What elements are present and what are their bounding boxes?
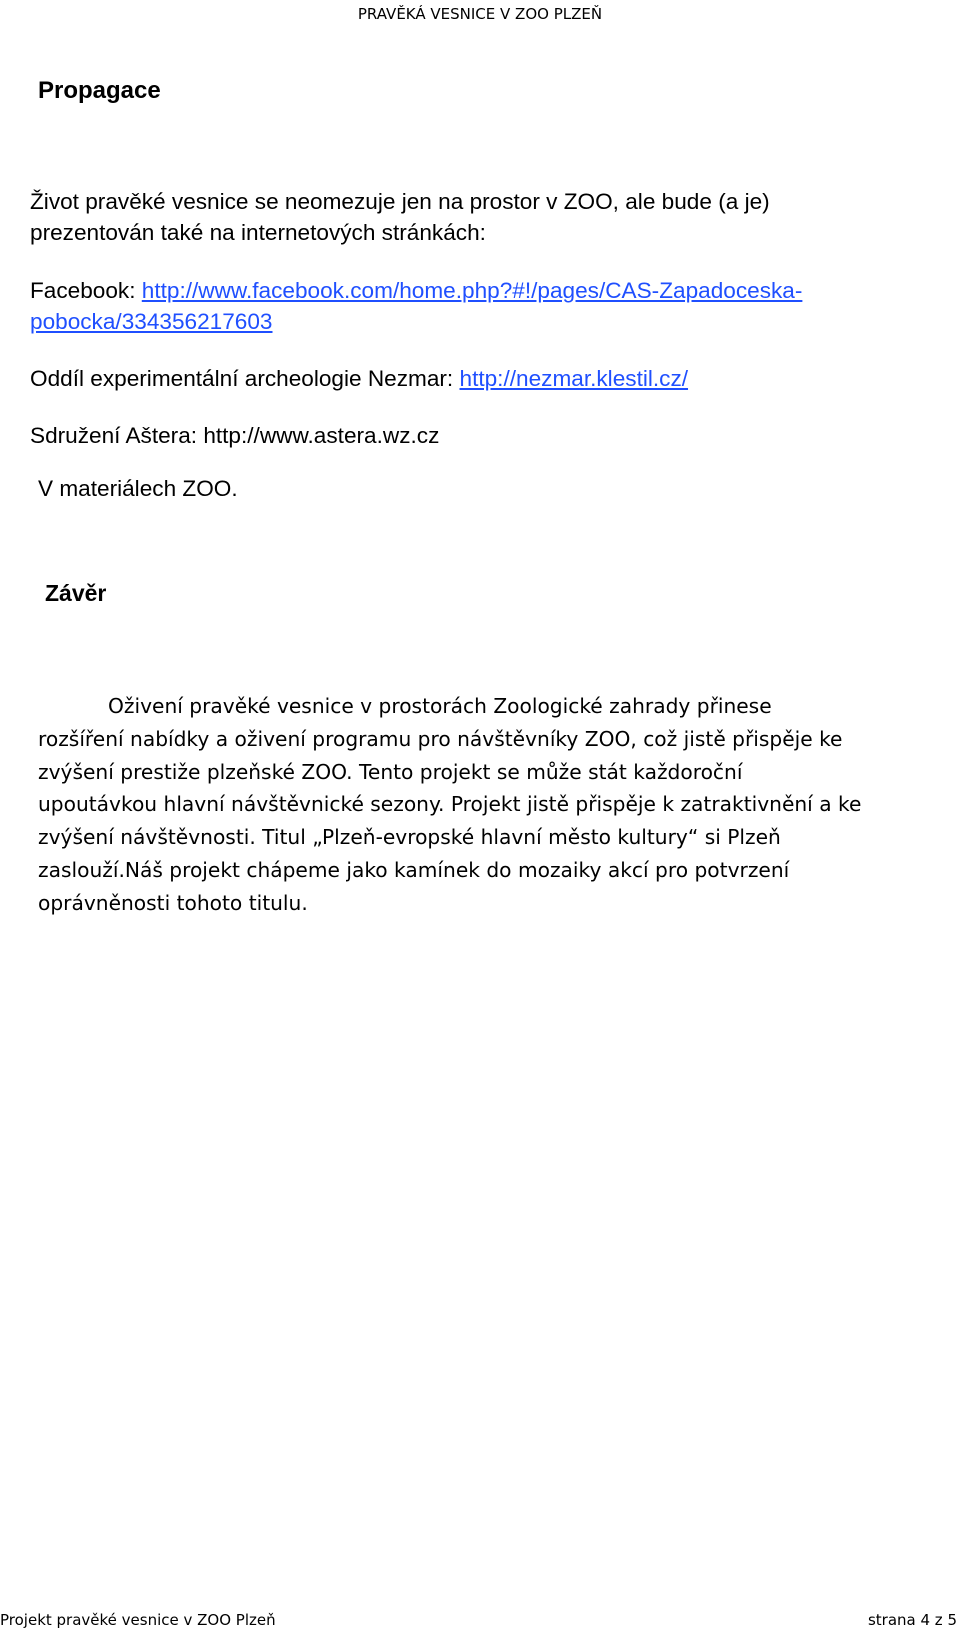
zaver-line: oprávněnosti tohoto titulu. [38,890,308,915]
facebook-entry [30,275,802,337]
zaver-line: Oživení pravěké vesnice v prostorách Zoologické zahrady přinese [108,694,772,718]
facebook-label: Facebook: [30,278,142,303]
page-header [0,4,960,24]
materialy-entry: V materiálech ZOO. [38,476,238,501]
footer-page-number: strana 4 z 5 [867,1611,957,1629]
zaver-line: rozšíření nabídky a oživení programu pro návštěvníky ZOO, což jistě přispěje ke [38,726,843,751]
intro-line: prezentován také na internetových stránkách: [30,220,486,245]
zaver-line: zaslouží.Náš projekt chápeme jako kamínek do mozaiky akcí pro potvrzení [38,857,790,882]
footer-project-title: Projekt pravěké vesnice v ZOO Plzeň [0,1611,276,1629]
zaver-heading: Závěr [45,580,107,606]
oddil-label: Oddíl experimentální archeologie Nezmar: [30,366,460,391]
zaver-line: upoutávkou hlavní návštěvnické sezony. Projekt jistě přispěje k zatraktivnění a ke [38,792,862,817]
sdruzeni-entry: Sdružení Aštera: http://www.astera.wz.cz [30,423,440,448]
header-title: PRAVĚKÁ VESNICE V ZOO PLZEŇ [357,5,603,23]
facebook-link[interactable]: http://www.facebook.com/home.php?#!/pages/CAS-Zapadoceska- [141,278,803,303]
zaver-line: zvýšení prestiže plzeňské ZOO. Tento projekt se může stát každoroční [38,759,743,784]
zaver-line: zvýšení návštěvnosti. Titul „Plzeň-evropské hlavní město kultury“ si Plzeň [38,825,781,850]
nezmar-link[interactable]: http://nezmar.klestil.cz/ [459,366,689,391]
propagace-intro [30,186,770,248]
propagace-heading: Propagace [38,77,161,104]
intro-line: Život pravěké vesnice se neomezuje jen na prostor v ZOO, ale bude (a je) [30,189,770,214]
oddil-entry [30,363,688,394]
facebook-link-continuation[interactable]: pobocka/334356217603 [30,309,273,334]
zaver-paragraph [38,690,958,920]
